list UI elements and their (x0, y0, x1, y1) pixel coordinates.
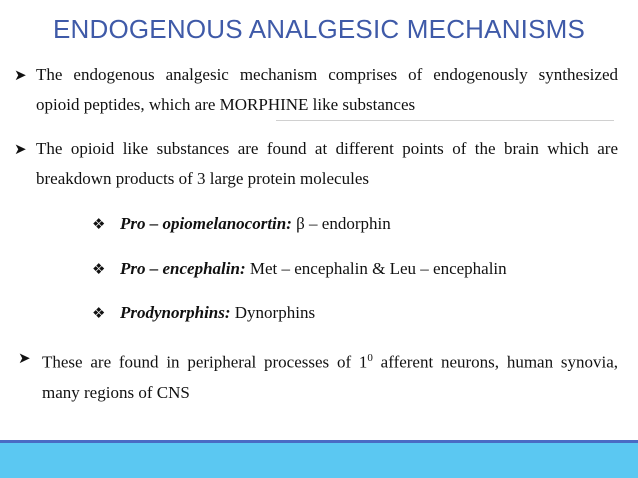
diamond-bullet-icon: ❖ (92, 260, 106, 278)
sub-bullet-term: Pro – encephalin: (120, 259, 246, 278)
slide-title: ENDOGENOUS ANALGESIC MECHANISMS (52, 14, 586, 44)
sub-bullet-term: Prodynorphins: (120, 303, 231, 322)
divider-line (276, 120, 614, 121)
sub-bullet-description: Met – encephalin & Leu – encephalin (245, 259, 507, 278)
superscript: 0 (367, 352, 373, 364)
bullet-point (18, 343, 618, 408)
footer-band (0, 443, 638, 478)
arrow-bullet-icon: ➤ (18, 349, 31, 367)
sub-bullet-term: Pro – opiomelanocortin: (120, 214, 292, 233)
sub-bullet-description: Dynorphins (230, 303, 316, 322)
sub-bullet-item (92, 302, 315, 324)
diamond-bullet-icon: ❖ (92, 304, 106, 322)
bullet-text: The opioid like substances are found at different points of the brain which are breakdown products of 3 large protein molecules (36, 139, 618, 188)
bullet-text: These are found in peripheral processes of $1^0$ afferent neurons, human synovia, many regions of CNS (42, 352, 619, 402)
bullet-point (14, 134, 618, 194)
sub-bullet-item (92, 213, 391, 235)
sub-bullet-item (92, 258, 507, 280)
bullet-point (14, 60, 618, 120)
sub-bullet-description: β – endorphin (291, 214, 391, 233)
bullet-text: The endogenous analgesic mechanism comprises of endogenously synthesized opioid peptides, which are MORPHINE like substances (36, 65, 618, 114)
arrow-bullet-icon: ➤ (14, 66, 27, 84)
arrow-bullet-icon: ➤ (14, 140, 27, 158)
diamond-bullet-icon: ❖ (92, 215, 106, 233)
